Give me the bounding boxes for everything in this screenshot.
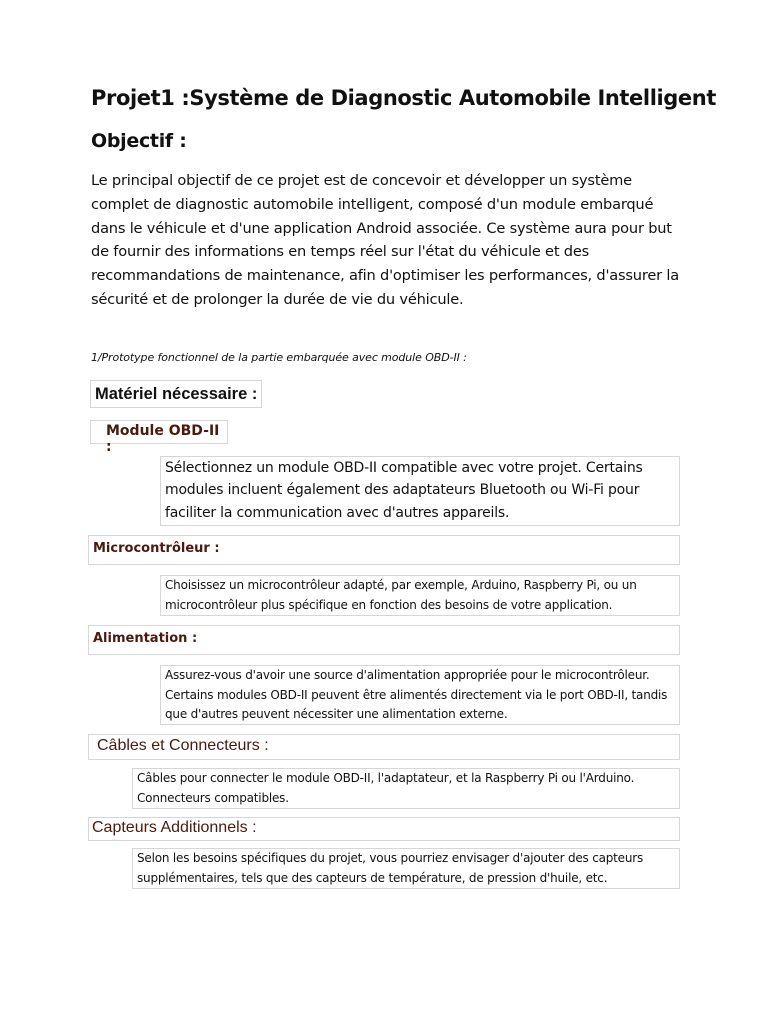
- objectif-paragraph: Le principal objectif de ce projet est de concevoir et développer un système complet de diagnostic automobile intelligent, composé d'un module embarqué dans le véhicule et d'une application Android associée. Ce système aura pour but de fournir des informations en temps réel sur l'état du véhicule et des recommandations de maintenance, afin d'optimiser les performances, d'assurer la sécurité et de prolonger la durée de vie du véhicule.: [91, 172, 679, 308]
- alimentation-text: Assurez-vous d'avoir une source d'alimentation appropriée pour le microcontrôleur. Certains modules OBD-II peuvent être alimentés directement via le port OBD-II, tandis que d'autres peuvent nécessiter une alimentation externe.: [165, 668, 668, 721]
- cables-label: Câbles et Connecteurs :: [88, 734, 680, 760]
- microcontroleur-label: Microcontrôleur :: [88, 535, 680, 565]
- materiel-heading: Matériel nécessaire :: [90, 380, 262, 408]
- alimentation-label: Alimentation :: [88, 625, 680, 655]
- capteurs-text: Selon les besoins spécifiques du projet, vous pourriez envisager d'ajouter des capteurs supplémentaires, tels que des capteurs de température, de pression d'huile, etc.: [137, 851, 644, 885]
- obd-module-text: Sélectionnez un module OBD-II compatible avec votre projet. Certains modules incluent également des adaptateurs Bluetooth ou Wi-Fi pour faciliter la communication avec d'autres appareils.: [165, 460, 643, 521]
- capteurs-label: Capteurs Additionnels :: [88, 817, 680, 841]
- microcontroleur-text: Choisissez un microcontrôleur adapté, par exemple, Arduino, Raspberry Pi, ou un microcontrôleur plus spécifique en fonction des besoins de votre application.: [165, 578, 637, 612]
- page-title: Projet1 :Système de Diagnostic Automobile Intelligent: [91, 86, 716, 110]
- prototype-subtitle: 1/Prototype fonctionnel de la partie embarquée avec module OBD-II :: [91, 351, 467, 364]
- obd-module-label: Module OBD-II :: [90, 420, 228, 444]
- cables-text: Câbles pour connecter le module OBD-II, l'adaptateur, et la Raspberry Pi ou l'Arduino. Connecteurs compatibles.: [137, 771, 635, 805]
- objectif-heading: Objectif :: [91, 130, 187, 152]
